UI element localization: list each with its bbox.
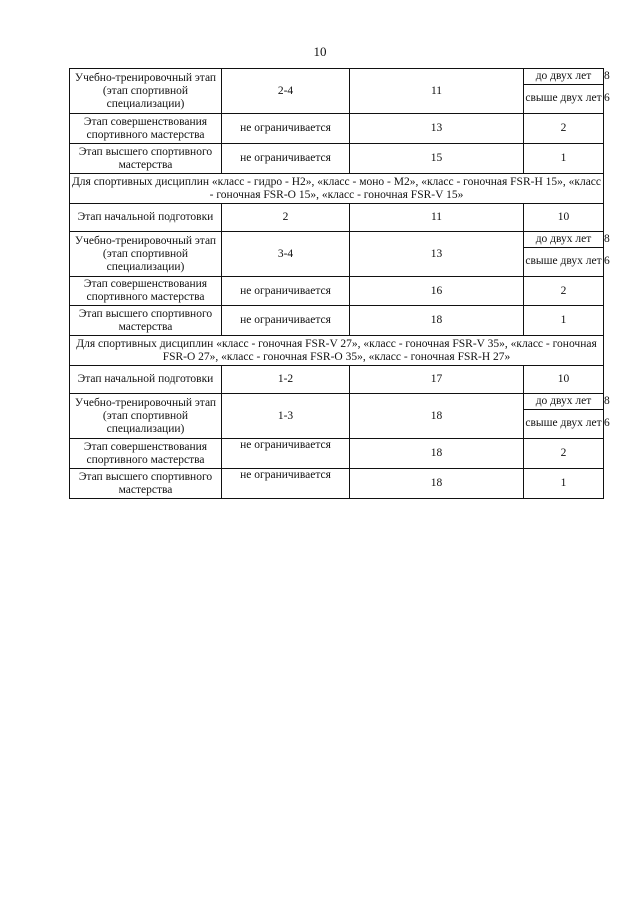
table-row	[70, 394, 604, 439]
age-cell: не ограничивается	[222, 469, 350, 499]
min-age-cell: 13	[350, 232, 524, 277]
age-cell: не ограничивается	[222, 114, 350, 144]
table-row	[70, 439, 604, 469]
section-header-row	[70, 336, 604, 366]
stage-cell: Этап высшего спортивного мастерства	[70, 469, 222, 499]
stage-cell: Этап совершенствования спортивного мастерства	[70, 439, 222, 469]
group-count-cell: 2	[524, 439, 604, 469]
age-cell: не ограничивается	[222, 277, 350, 306]
age-cell: не ограничивается	[222, 306, 350, 336]
table-row	[70, 469, 604, 499]
min-age-cell: 17	[350, 366, 524, 394]
group-count-cell: 10	[524, 204, 604, 232]
group-count-cell: 2	[524, 114, 604, 144]
split-row: свыше двух лет 6	[524, 409, 604, 438]
split-label: свыше двух лет	[524, 409, 604, 438]
age-cell: 2-4	[222, 69, 350, 114]
section-header-row	[70, 174, 604, 204]
split-row: до двух лет 8	[524, 69, 604, 84]
table-row	[70, 144, 604, 174]
group-count-split	[524, 232, 610, 276]
stage-cell: Этап начальной подготовки	[70, 204, 222, 232]
stage-cell: Этап высшего спортивного мастерства	[70, 144, 222, 174]
min-age-cell: 18	[350, 469, 524, 499]
section-header: Для спортивных дисциплин «класс - гидро - Н2», «класс - моно - М2», «класс - гоночная FSR-H 15», «класс - гоночная FSR-O 15», «класс - гоночная FSR-V 15»	[70, 174, 604, 204]
stage-cell: Учебно-тренировочный этап (этап спортивной специализации)	[70, 394, 222, 439]
age-cell: 1-2	[222, 366, 350, 394]
stage-cell: Этап совершенствования спортивного мастерства	[70, 277, 222, 306]
min-age-cell: 18	[350, 439, 524, 469]
table-row	[70, 366, 604, 394]
split-label: до двух лет	[524, 69, 604, 84]
min-age-cell: 16	[350, 277, 524, 306]
table-row	[70, 277, 604, 306]
age-cell: не ограничивается	[222, 439, 350, 469]
split-row: свыше двух лет 6	[524, 84, 604, 113]
split-row: до двух лет 8	[524, 232, 604, 247]
min-age-cell: 15	[350, 144, 524, 174]
split-row: свыше двух лет 6	[524, 247, 604, 276]
group-count-cell: 1	[524, 144, 604, 174]
group-count-cell	[524, 394, 610, 439]
table-row	[70, 232, 604, 277]
split-label: свыше двух лет	[524, 84, 604, 113]
group-count-cell	[524, 232, 610, 277]
split-label: до двух лет	[524, 232, 604, 247]
stage-cell: Этап начальной подготовки	[70, 366, 222, 394]
section-header: Для спортивных дисциплин «класс - гоночная FSR-V 27», «класс - гоночная FSR-V 35», «класс - гоночная FSR-O 27», «класс - гоночная FSR-O 35», «класс - гоночная FSR-H 27»	[70, 336, 604, 366]
split-label: свыше двух лет	[524, 247, 604, 276]
age-cell: 2	[222, 204, 350, 232]
group-count-split	[524, 69, 610, 113]
split-row: до двух лет 8	[524, 394, 604, 409]
min-age-cell: 11	[350, 204, 524, 232]
min-age-cell: 13	[350, 114, 524, 144]
group-count-cell: 10	[524, 366, 604, 394]
table-row	[70, 204, 604, 232]
stages-table	[69, 68, 610, 499]
table-row	[70, 69, 604, 114]
table-row	[70, 306, 604, 336]
table-row	[70, 114, 604, 144]
min-age-cell: 18	[350, 306, 524, 336]
age-cell: 1-3	[222, 394, 350, 439]
group-count-cell: 1	[524, 306, 604, 336]
min-age-cell: 18	[350, 394, 524, 439]
stage-cell: Учебно-тренировочный этап (этап спортивной специализации)	[70, 69, 222, 114]
split-label: до двух лет	[524, 394, 604, 409]
stage-cell: Этап совершенствования спортивного мастерства	[70, 114, 222, 144]
age-cell: 3-4	[222, 232, 350, 277]
stage-cell: Этап высшего спортивного мастерства	[70, 306, 222, 336]
group-count-cell: 1	[524, 469, 604, 499]
group-count-split	[524, 394, 610, 438]
min-age-cell: 11	[350, 69, 524, 114]
age-cell: не ограничивается	[222, 144, 350, 174]
group-count-cell	[524, 69, 610, 114]
group-count-cell: 2	[524, 277, 604, 306]
stage-cell: Учебно-тренировочный этап (этап спортивной специализации)	[70, 232, 222, 277]
page-number: 10	[313, 44, 327, 59]
